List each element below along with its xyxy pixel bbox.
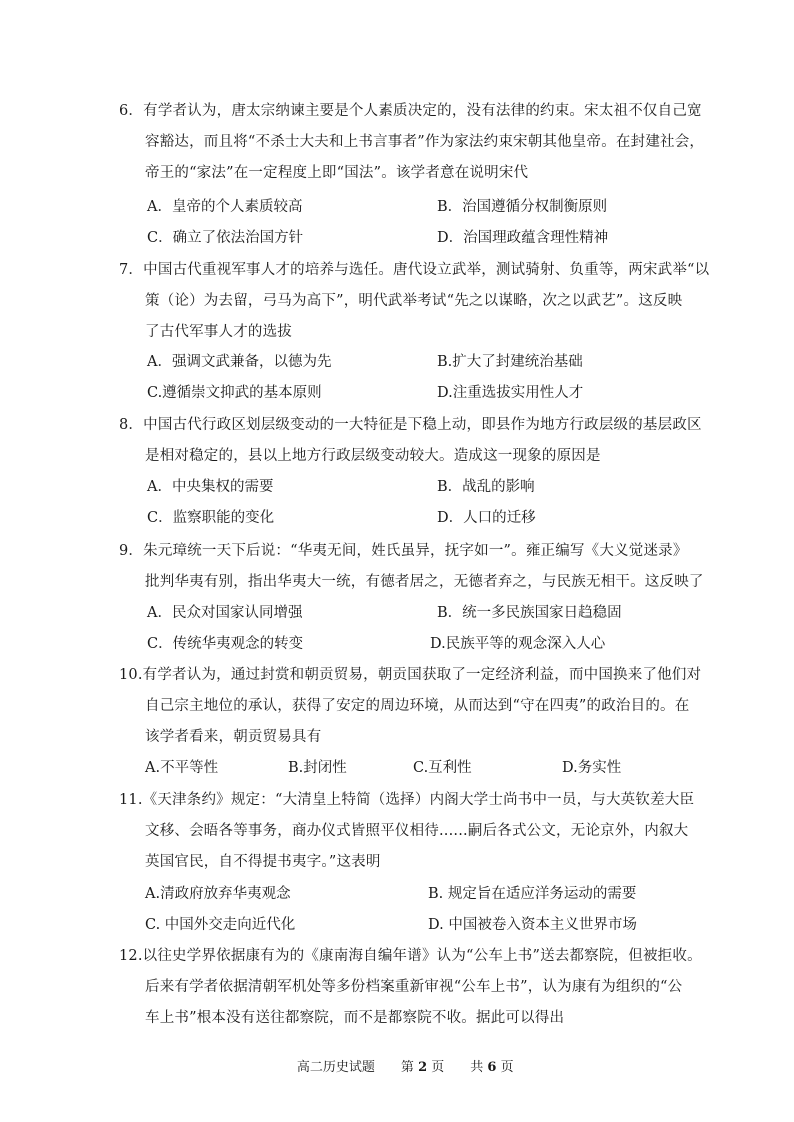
option-a: A.清政府放弃华夷观念 xyxy=(145,886,291,902)
option-c: C. 中国外交走向近代化 xyxy=(145,917,296,933)
option-c: C．传统华夷观念的转变 xyxy=(147,636,304,652)
question-text-line: 6．有学者认为，唐太宗纳谏主要是个人素质决定的，没有法律的约束。宋太祖不仅自己宽 xyxy=(119,103,702,119)
option-d: D.务实性 xyxy=(562,760,622,776)
option-c: C.遵循崇文抑武的基本原则 xyxy=(147,385,322,401)
question-text-line: 容豁达，而且将“不杀士大夫和上书言事者”作为家法约束宋朝其他皇帝。在封建社会， xyxy=(145,134,705,150)
option-d: D.注重选拔实用性人才 xyxy=(437,385,584,401)
question-text-line: 7．中国古代重视军事人才的培养与选任。唐代设立武举，测试骑射、负重等，两宋武举“以 xyxy=(119,262,710,278)
question-text-line: 11.《天津条约》规定：“大清皇上特简（选择）内阁大学士尚书中一员，与大英钦差大臣 xyxy=(119,792,695,808)
footer-subject: 高二历史试题 xyxy=(296,1060,375,1075)
question-text-line: 批判华夷有别，指出华夷大一统，有德者居之，无德者弃之，与民族无相干。这反映了 xyxy=(145,574,704,590)
footer-page-prefix: 第 xyxy=(400,1060,414,1075)
page-footer xyxy=(0,1041,794,1095)
option-a: A．中央集权的需要 xyxy=(147,479,274,495)
footer-page-suffix: 页 xyxy=(431,1060,445,1075)
question-text-line: 是相对稳定的，县以上地方行政层级变动较大。造成这一现象的原因是 xyxy=(145,448,601,464)
question-text-line: 12.以往史学界依据康有为的《康南海自编年谱》认为“公车上书”送去都察院，但被拒收。 xyxy=(119,948,702,964)
option-d: D. 中国被卷入资本主义世界市场 xyxy=(428,917,637,933)
question-text-line: 9．朱元璋统一天下后说：“华夷无间，姓氏虽异，抚字如一”。雍正编写《大义觉迷录》 xyxy=(119,543,688,559)
question-text-line: 策（论）为去留，弓马为高下”，明代武举考试“先之以谋略，次之以武艺”。这反映 xyxy=(145,293,683,309)
option-b: B．治国遵循分权制衡原则 xyxy=(437,199,608,215)
option-c: C．确立了依法治国方针 xyxy=(147,230,304,246)
question-text-line: 文移、会晤各等事务，商办仪式皆照平仪相待......嗣后各式公文，无论京外，内叙大 xyxy=(145,823,689,839)
question-text-line: 车上书”根本没有送往都察院，而不是都察院不收。据此可以得出 xyxy=(145,1010,565,1026)
option-d: D．人口的迁移 xyxy=(437,510,536,526)
option-a: A.不平等性 xyxy=(145,760,219,776)
footer-total-pages: 6 xyxy=(487,1060,497,1075)
question-text-line: 8．中国古代行政区划层级变动的一大特征是下稳上动，即县作为地方行政层级的基层政区 xyxy=(119,417,702,433)
question-text-line: 帝王的“家法”在一定程度上即“国法”。该学者意在说明宋代 xyxy=(145,165,529,181)
question-text-line: 后来有学者依据清朝军机处等多份档案重新审视“公车上书”，认为康有为组织的“公 xyxy=(145,979,683,995)
option-b: B.封闭性 xyxy=(288,760,347,776)
question-text-line: 10.有学者认为，通过封赏和朝贡贸易，朝贡国获取了一定经济利益，而中国换来了他们对 xyxy=(119,667,702,683)
question-text-line: 了古代军事人才的选拔 xyxy=(145,324,292,340)
question-text-line: 该学者看来，朝贡贸易具有 xyxy=(145,729,322,745)
footer-page-number: 2 xyxy=(418,1060,428,1075)
option-d: D.民族平等的观念深入人心 xyxy=(430,636,606,652)
option-b: B.扩大了封建统治基础 xyxy=(437,354,583,370)
footer-total-prefix: 共 xyxy=(470,1060,484,1075)
option-d: D．治国理政蕴含理性精神 xyxy=(437,230,609,246)
option-a: A．民众对国家认同增强 xyxy=(147,605,303,621)
option-c: C.互利性 xyxy=(413,760,472,776)
option-b: B．战乱的影响 xyxy=(437,479,535,495)
option-c: C．监察职能的变化 xyxy=(147,510,275,526)
option-b: B．统一多民族国家日趋稳固 xyxy=(437,605,622,621)
option-b: B. 规定旨在适应洋务运动的需要 xyxy=(428,886,637,902)
question-text-line: 英国官民，自不得提书夷字。”这表明 xyxy=(145,854,381,870)
option-a: A．皇帝的个人素质较高 xyxy=(147,199,303,215)
footer-total-suffix: 页 xyxy=(500,1060,514,1075)
option-a: A．强调文武兼备，以德为先 xyxy=(147,354,332,370)
question-text-line: 自己宗主地位的承认，获得了安定的周边环境，从而达到“守在四夷”的政治目的。在 xyxy=(145,698,690,714)
